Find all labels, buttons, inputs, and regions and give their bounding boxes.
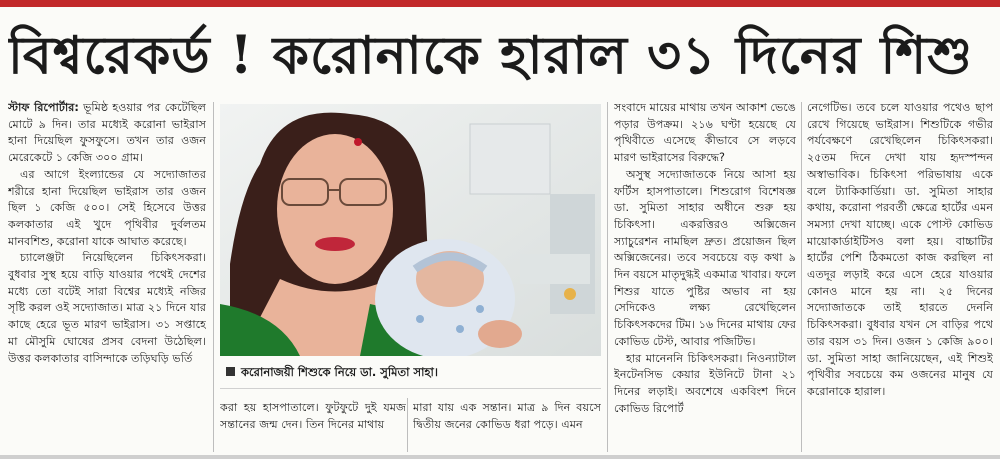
article-column-5 xyxy=(807,100,993,453)
column-divider xyxy=(213,102,214,452)
caption-bullet-icon xyxy=(226,367,235,376)
paragraph: এর আগে ইংল্যান্ডের যে সদ্যোজাতর শরীরে হানা দিয়েছিল ভাইরাস তার ওজন ছিল ১ কেজি ৫০০। সেই হিসেবে উত্তর কলকাতার এই খুদে পৃথিবীর দুর্বলতম মানবশিশু, করোনা যাকে আঘাত করেছে। xyxy=(8,167,206,248)
article-column-4 xyxy=(614,100,796,453)
paragraph: চ্যালেঞ্জটা নিয়েছিলেন চিকিৎসকরা। বুধবার সুস্থ হয়ে বাড়ি যাওয়ার পথেই দেশের মধ্যে তো বটেই সারা বিশ্বের মধ্যেই নজির সৃষ্টি করল ওই সদ্যোজাত। মাত্র ২১ দিনে যার কাছে হেরে ভূত মারণ ভাইরাস। ৩১ সপ্তাহে মা মৌসুমি ঘোষের প্রসব বেদনা উঠেছিল। উত্তর কলকাতার বাসিন্দাকে তড়িঘড়ি ভর্তি xyxy=(8,251,206,365)
article-column-3 xyxy=(413,400,601,452)
paragraph: ভূমিষ্ঠ হওয়ার পর কেটেছিল মোটে ৯ দিন। তার মধ্যেই করোনা ভাইরাস হানা দিয়েছিল ফুসফুসে। তখন তার ওজন মেরেকেটে ১ কেজি ৩০০ গ্রাম। xyxy=(8,101,206,165)
article-column-1 xyxy=(8,100,206,453)
paragraph: মারা যায় এক সন্তান। মাত্র ৯ দিন বয়সে দ্বিতীয় জনের কোভিড ধরা পড়ে। এমন xyxy=(413,401,601,431)
byline: স্টাফ রিপোর্টার: xyxy=(8,101,79,114)
photo-caption xyxy=(220,362,601,382)
column-divider xyxy=(407,398,408,452)
paragraph: নেগেটিভ। তবে চলে যাওয়ার পথেও ছাপ রেখে গিয়েছে ভাইরাস। শিশুটিকে গভীর পর্যবেক্ষণে রেখেছিলেন চিকিৎসকরা। ২৫তম দিনে দেখা যায় হৃদস্পন্দন অস্বাভাবিক। চিকিৎসা পরিভাষায় একে বলে ট্যাকিকার্ডিয়া। ডা. সুমিতা সাহার কথায়, করোনা পরবর্তী ক্ষেত্রে হার্টের এমন সমস্যা দেখা যাচ্ছে। একে পোস্ট কোভিড মায়োকার্ডাইটিসও বলা হয়। বাচ্চাটির হার্টের পেশি ঠিকমতো কাজ করছিল না এতদূর লড়াই করে এসে হেরে যাওয়ার কোনও মানে হয় না। ২৫ দিনের সদ্যোজাতকে তাই হারতে দেননি চিকিৎসকরা। বুধবার যখন সে বাড়ির পথে তার বয়স ৩১ দিন। ওজন ১ কেজি ৯০০। ডা. সুমিতা সাহা জানিয়েছেন, এই শিশুই পৃথিবীর সবচেয়ে কম ওজনের মানুষ যে করোনাকে হারাল। xyxy=(807,101,993,398)
paragraph: করা হয় হাসপাতালে। ফুটফুটে দুই যমজ সন্তানের জন্ম দেন। তিন দিনের মাথায় xyxy=(220,401,406,431)
lead-paragraph xyxy=(8,100,206,167)
headline: বিশ্বরেকর্ড ! করোনাকে হারাল ৩১ দিনের শিশু xyxy=(8,25,973,86)
column-divider xyxy=(801,102,802,452)
paragraph: হার মানেননি চিকিৎসকরা। নিওন্যাটাল ইনটেনসিভ কেয়ার ইউনিটে টানা ২১ দিনের লড়াই। অবশেষে একবিংশ দিনে কোভিড রিপোর্ট xyxy=(614,351,796,415)
caption-text: করোনাজয়ী শিশুকে নিয়ে ডা. সুমিতা সাহা। xyxy=(241,365,438,379)
article-column-2 xyxy=(220,400,406,452)
caption-rule xyxy=(220,388,601,389)
paragraph: সংবাদে মায়ের মাথায় তখন আকাশ ভেঙে পড়ার উপক্রম। ২১৬ ঘণ্টা হয়েছে যে পৃথিবীতে এসেছে কীভাবে সে লড়বে মারণ ভাইরাসের বিরুদ্ধে? xyxy=(614,101,796,165)
bottom-rule xyxy=(0,455,1000,459)
photo-doctor-with-baby xyxy=(220,104,601,356)
paragraph: অসুস্থ সদ্যোজাতকে নিয়ে আসা হয় ফর্টিস হাসপাতালে। শিশুরোগ বিশেষজ্ঞ ডা. সুমিতা সাহার অধীনে শুরু হয় চিকিৎসা। একরত্তিরও অক্সিজেন স্যাচুরেশন নামছিল দ্রুত। প্রয়োজন ছিল অক্সিজেনের। তবে সবচেয়ে বড় কথা ৯ দিন বয়সে মাতৃদুগ্ধই একমাত্র খাবার। ফলে শিশুর যাতে পুষ্টির অভাব না হয় সেদিকেও লক্ষ্য রেখেছিলেন চিকিৎসকদের টিম। ১৬ দিনের মাথায় ফের কোভিড টেস্ট, আবার পজিটিভ। xyxy=(614,167,796,348)
column-divider xyxy=(607,102,608,452)
top-rule xyxy=(0,0,1000,7)
